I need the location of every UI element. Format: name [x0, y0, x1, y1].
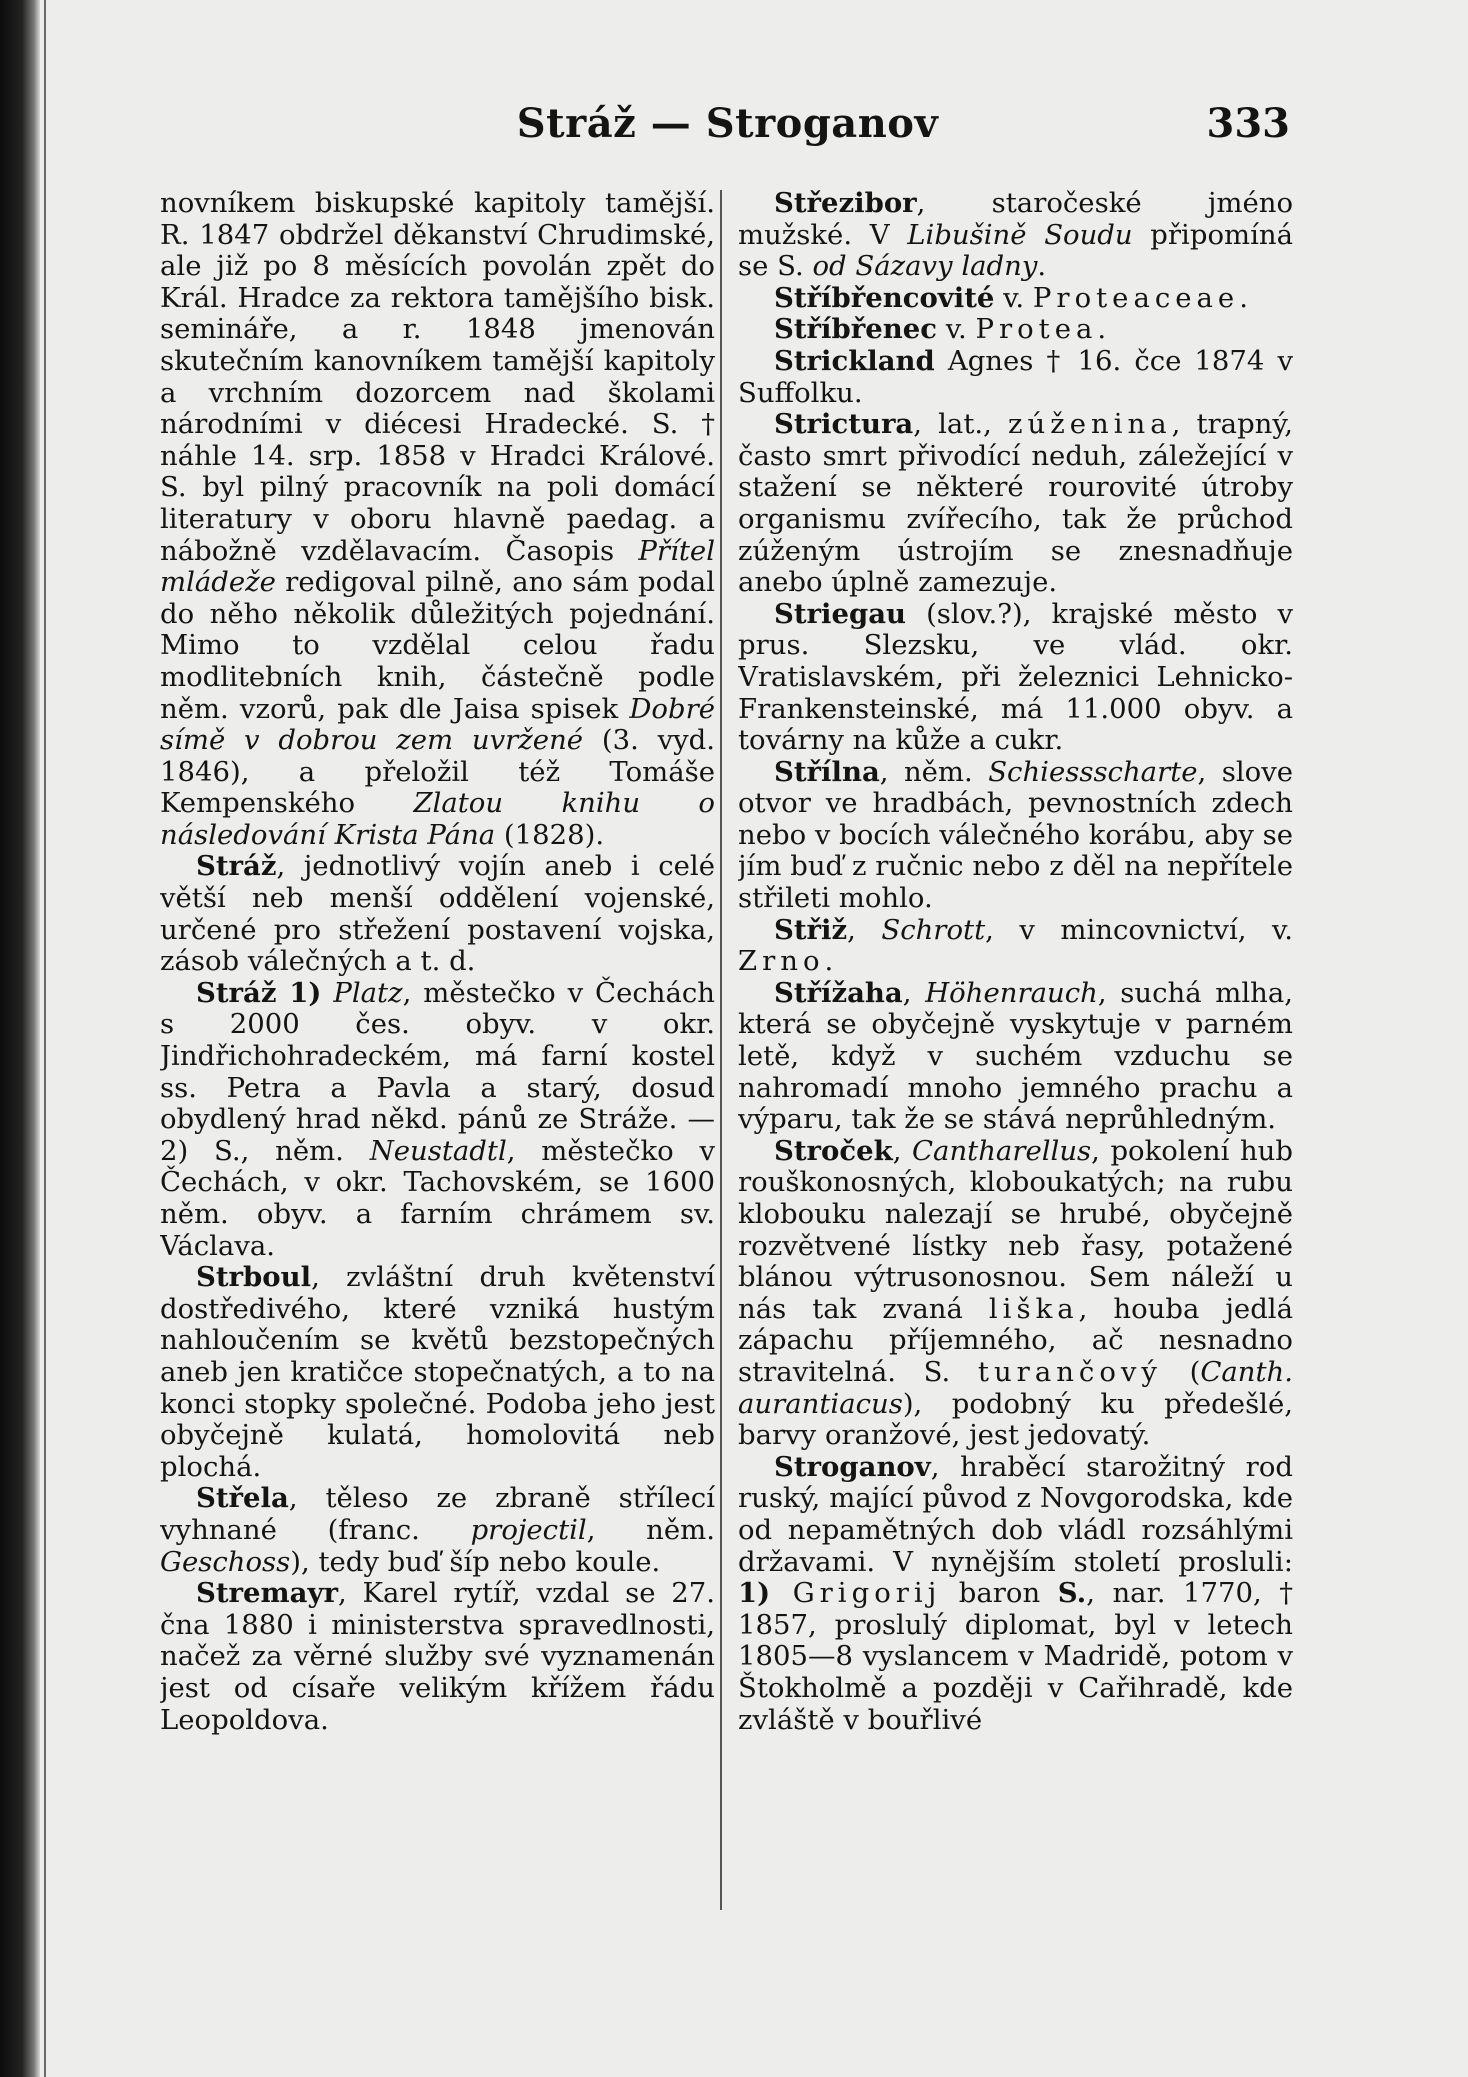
entry-headword: Stremayr	[196, 1577, 338, 1610]
entry-headword: Stříbřencovité	[774, 281, 995, 314]
entry-headword: Stráž 1)	[196, 976, 322, 1009]
entry-stroganov: Stroganov, hraběcí starožitný rod ruský, mající původ z Novgorodska, kde od nepamětných dob vládl rozsáhlými državami. V nynějším století prosluli: 1) Grigorij baron S., nar. 1770, † 1857, proslulý diplomat, byl v letech 1805—8 vyslancem v Madridě, potom v Štokholmě a později v Cařihradě, kde zvláště v bouřlivé	[738, 1450, 1293, 1736]
entry-striegau: Striegau (slov.?), krajské město v prus. Slezsku, ve vlád. okr. Vratislavském, při železnici Lehnicko-Frankensteinské, má 11.000 obyv. a továrny na kůže a cukr.	[738, 597, 1293, 757]
page-header	[165, 100, 1290, 160]
entry-strictura: Strictura, lat., zúženina, trapný, často smrt přivodící neduh, záležející v stažení se některé rourovité útroby organismu zvířecího, tak že průchod zúženým ústrojím se znesnadňuje anebo úplně zamezuje.	[738, 408, 1293, 599]
entry-strela: Střela, těleso ze zbraně střílecí vyhnané (franc. projectil, něm. Geschoss), tedy buď šíp nebo koule.	[160, 1482, 715, 1578]
entry-headword: Stroganov	[774, 1450, 931, 1483]
entry-headword: Střiž	[774, 913, 848, 946]
column-divider	[720, 190, 722, 1910]
entry-striz: Střiž, Schrott, v mincovnictví, v. Zrno.	[738, 913, 1293, 978]
entry-strizaha: Střížaha, Höhenrauch, suchá mlha, která se obyčejně vyskytuje v parném letě, když v suchém vzduchu se nahromadí mnoho jemného prachu a výparu, tak že se stává neprůhledným.	[738, 976, 1293, 1136]
entry-headword: Stráž	[196, 850, 277, 883]
entry-strboul: Strboul, zvláštní druh květenství dostředivého, které vzniká hustým nahloučením se květů bezstopečných aneb jen kratičce stopečnatých, a to na konci stopky společné. Podoba jeho jest obyčejně kulatá, homolovitá neb plochá.	[160, 1261, 715, 1483]
page-number: 333	[1206, 100, 1290, 147]
entry-strezibor: Střezibor, staročeské jméno mužské. V Libušině Soudu připomíná se S. od Sázavy ladny.	[738, 188, 1293, 283]
running-title: Stráž — Stroganov	[516, 100, 939, 147]
book-gutter	[0, 0, 40, 2077]
entry-continuation: novníkem biskupské kapitoly tamější. R. 1847 obdržel děkanství Chrudimské, ale již po 8 měsících povolán zpět do Král. Hradce za rektora tamějšího bisk. semináře, a r. 1848 jmenován skutečním kanovníkem tamější kapitoly a vrchním dozorcem nad školami národními v diécesi Hradecké. S. † náhle 14. srp. 1858 v Hradci Králové. S. byl pilný pracovník na poli domácí literatury v oboru hlavně paedag. a nábožně vzdělavacím. Časopis Přítel mládeže redigoval pilně, ano sám podal do něho několik důležitých pojednání. Mimo to vzdělal celou řadu modlitebních knih, částečně podle něm. vzorů, pak dle Jaisa spisek Dobré símě v dobrou zem uvržené (3. vyd. 1846), a přeložil též Tomáše Kempenského Zlatou knihu o následování Krista Pána (1828).	[160, 188, 715, 851]
entry-stribrenec: Stříbřenec v. Protea.	[774, 313, 1107, 346]
entry-headword: Stroček	[774, 1134, 893, 1167]
entry-stribrencovite: Stříbřencovité v. Proteaceae.	[774, 281, 1248, 314]
entry-headword: Stříbřenec	[774, 313, 937, 346]
entry-headword: Strboul	[196, 1261, 312, 1294]
entry-straz: Stráž, jednotlivý vojín aneb i celé větší neb menší oddělení vojenské, určené pro střežení postavení vojska, zásob válečných a t. d.	[160, 850, 715, 978]
gutter-edge	[44, 0, 46, 2077]
entry-straz-places: Stráž 1) Platz, městečko v Čechách s 2000 čes. obyv. v okr. Jindřichohradeckém, má farní kostel ss. Petra a Pavla a starý, dosud obydlený hrad někd. pánů ze Stráže. — 2) S., něm. Neustadtl, městečko v Čechách, v okr. Tachovském, se 1600 něm. obyv. a farním chrámem sv. Václava.	[160, 976, 715, 1262]
entry-headword: Strickland	[774, 344, 935, 377]
entry-headword: Střížaha	[774, 976, 903, 1009]
entry-headword: Střela	[196, 1482, 289, 1515]
entry-stremayr: Stremayr, Karel rytíř, vzdal se 27. čna 1880 i ministerstva spravedlnosti, načež za věrné služby své vyznamenán jest od císaře velikým křížem řádu Leopoldova.	[160, 1577, 715, 1736]
entry-headword: Striegau	[774, 597, 907, 630]
entry-headword: Střílna	[774, 755, 880, 788]
entry-strickland: Strickland Agnes † 16. čce 1874 v Suffolku.	[738, 344, 1293, 409]
entry-headword: Strictura	[774, 408, 914, 441]
entry-strocek: Stroček, Cantharellus, pokolení hub rouškonosných, kloboukatých; na rubu klobouku nalezají se hrubé, obyčejně rozvětvené lístky neb řasy, potažené blánou výtrusonosnou. Sem náleží u nás tak zvaná liška, houba jedlá zápachu příjemného, ač nesnadno stravitelná. S. turančový (Canth. aurantiacus), podobný ku předešlé, barvy oranžové, jest jedovatý.	[738, 1134, 1293, 1452]
right-column	[738, 188, 1293, 1988]
left-column	[160, 188, 715, 1988]
entry-strilna: Střílna, něm. Schiessscharte, slove otvor ve hradbách, pevnostních zdech nebo v bocích válečného korábu, aby se jím buď z ručnic nebo z děl na nepřítele střileti mohlo.	[738, 755, 1293, 915]
entry-headword: Střezibor	[774, 188, 917, 219]
